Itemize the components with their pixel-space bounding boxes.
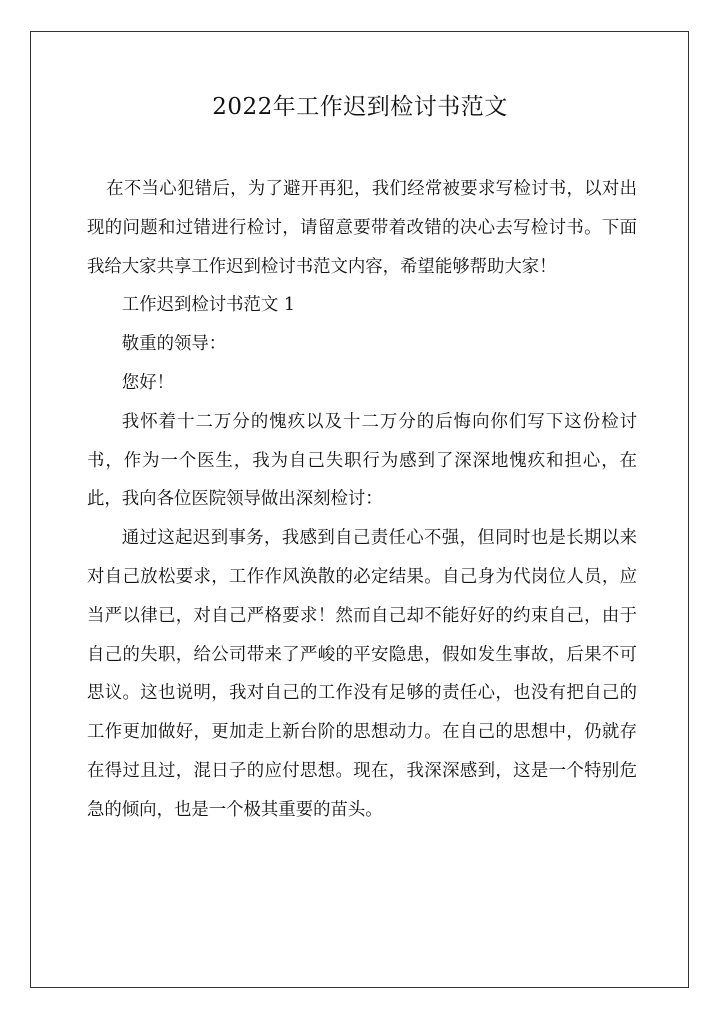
body-paragraph-1: 我怀着十二万分的愧疚以及十二万分的后悔向你们写下这份检讨书，作为一个医生，我为自己失职行为感到了深深地愧疚和担心，在此，我向各位医院领导做出深刻检讨： [87,411,637,510]
document-body [87,170,637,830]
sample-heading: 工作迟到检讨书范文 1 [121,295,295,316]
greeting: 您好！ [121,372,174,393]
intro-paragraph: 在不当心犯错后，为了避开再犯，我们经常被要求写检讨书，以对出现的问题和过错进行检讨，请留意要带着改错的决心去写检讨书。下面我给大家共享工作迟到检讨书范文内容，希望能够帮助大家！ [87,179,637,277]
document-title: 2022年工作迟到检讨书范文 [212,94,508,120]
body-paragraph-2: 通过这起迟到事务，我感到自己责任心不强，但同时也是长期以来对自己放松要求，工作作风涣散的必定结果。自己身为代岗位人员，应当严以律已，对自己严格要求！然而自己却不能好好的约束自己，由于自己的失职，给公司带来了严峻的平安隐患，假如发生事故，后果不可思议。这也说明，我对自己的工作没有足够的责任心，也没有把自己的工作更加做好，更加走上新台阶的思想动力。在自己的思想中，仍就存在得过且过，混日子的应付思想。现在，我深深感到，这是一个特别危急的倾向，也是一个极其重要的苗头。 [87,528,637,820]
salutation: 敬重的领导： [121,334,227,355]
